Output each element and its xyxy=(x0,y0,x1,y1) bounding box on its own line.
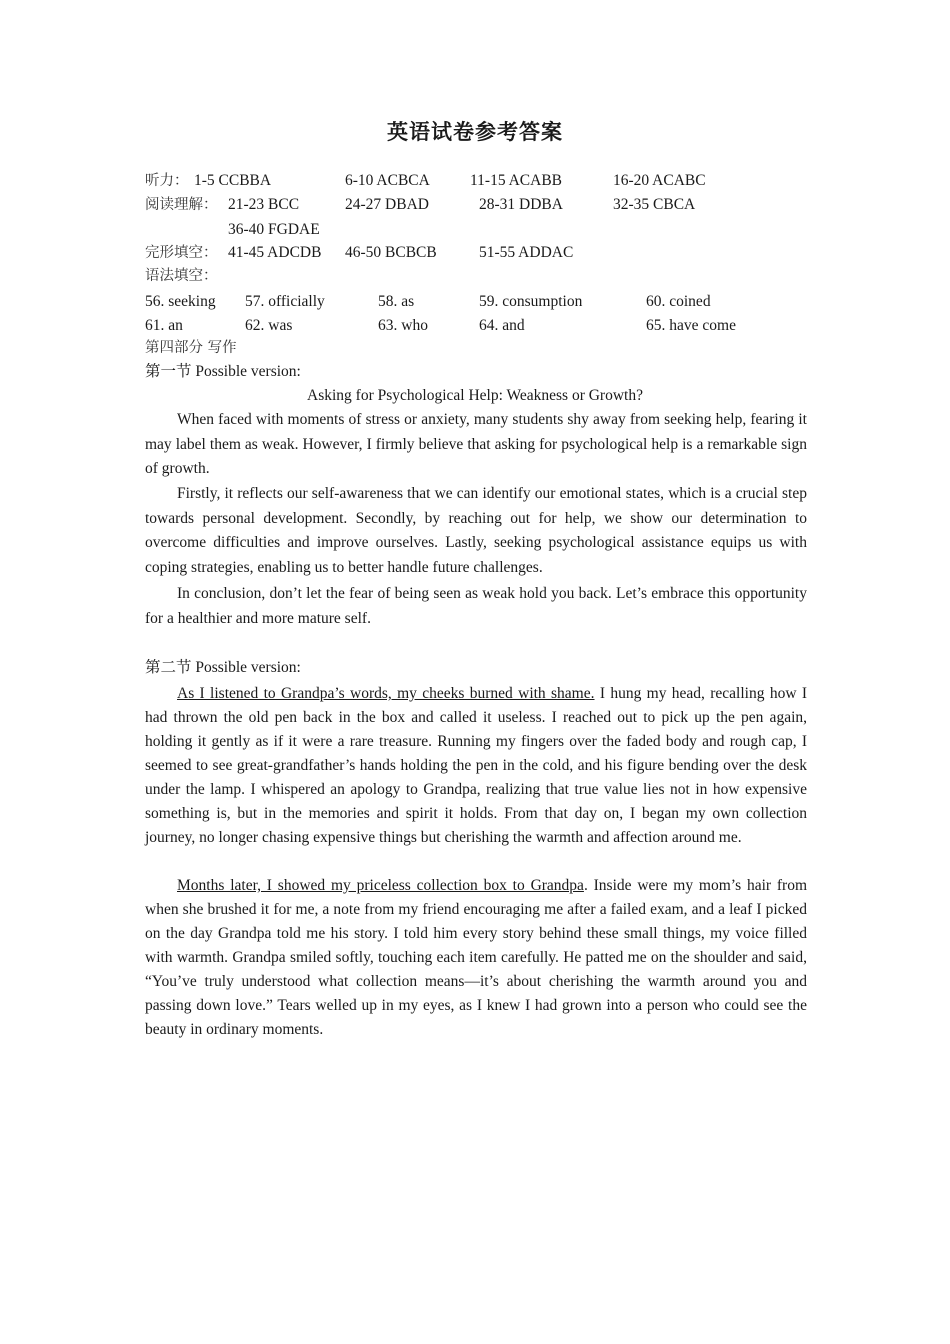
grammar-item: 61. an xyxy=(145,317,183,334)
answer-group: 36-40 FGDAE xyxy=(228,221,320,238)
grammar-item: 58. as xyxy=(378,293,415,310)
essay1-paragraph-1: When faced with moments of stress or anxiety, many students shy away from seeking help, fearing it may label them as weak. However, I firmly believe that asking for psychological help is a remarkable sign of growth. xyxy=(145,411,807,478)
paragraph-text: I hung my head, recalling how I had thrown the old pen back in the box and called it useless. I reached out to pick up the pen again, holding it gently as if it were a rare treasure. Running my fingers over the faded body and rough cap, I seemed to see great-grandfather’s hands holding the pen in the cold, and his figure bending over the desk under the lamp. I whispered an apology to Grandpa, realizing that true value lies not in how expensive something is, but in the memories and spirit it holds. From that day on, I began my own collection journey, no longer chasing expensive things but cherishing the warmth and affection around me. xyxy=(145,685,807,846)
essay2-paragraph-2 xyxy=(145,874,807,1042)
writing-part-label: 第四部分 写作 xyxy=(145,340,237,356)
essay1-paragraph-3: In conclusion, don’t let the fear of being seen as weak hold you back. Let’s embrace this opportunity for a healthier and more mature self. xyxy=(145,585,807,627)
answer-group: 16-20 ACABC xyxy=(613,172,706,189)
grammar-item: 65. have come xyxy=(646,317,736,334)
page-title: 英语试卷参考答案 xyxy=(387,120,563,144)
answer-group: 11-15 ACABB xyxy=(470,172,563,189)
grammar-item: 64. and xyxy=(479,317,525,334)
answer-group: 6-10 ACBCA xyxy=(345,172,430,189)
given-opening-sentence: Months later, I showed my priceless collection box to Grandpa xyxy=(177,877,584,894)
grammar-item: 63. who xyxy=(378,317,428,334)
label-grammar: 语法填空： xyxy=(145,268,218,284)
answer-group: 46-50 BCBCB xyxy=(345,244,437,261)
answer-group: 51-55 ADDAC xyxy=(479,244,574,261)
label-listening: 听力： xyxy=(145,173,189,189)
essay1-paragraph-2: Firstly, it reflects our self-awareness that we can identify our emotional states, which is a crucial step towards personal development. Secondly, by reaching out for help, we show our determination to overcome difficulties and improve ourselves. Lastly, seeking psychological assistance equips us with coping strategies, enabling us to better handle future challenges. xyxy=(145,485,807,576)
answer-group: 28-31 DDBA xyxy=(479,196,563,213)
grammar-item: 62. was xyxy=(245,317,293,334)
grammar-item: 59. consumption xyxy=(479,293,583,310)
essay2-paragraph-1 xyxy=(145,682,807,850)
answer-group: 41-45 ADCDB xyxy=(228,244,322,261)
given-opening-sentence: As I listened to Grandpa’s words, my cheeks burned with shame. xyxy=(177,685,595,702)
answer-group: 1-5 CCBBA xyxy=(194,172,272,189)
grammar-item: 60. coined xyxy=(646,293,711,310)
label-cloze: 完形填空： xyxy=(145,245,218,261)
paragraph-text: . Inside were my mom’s hair from when she brushed it for me, a note from my friend encouraging me after a failed exam, and a leaf I picked on the day Grandpa told me his story. I told him every story behind these small things, my voice filled with warmth. Grandpa smiled softly, touching each item carefully. He patted me on the shoulder and said, “You’ve truly understood what collection means—it’s about cherishing the warmth around you and passing down love.” Tears welled up in my eyes, as I knew I had grown into a person who could see the beauty in ordinary moments. xyxy=(145,877,807,1038)
label-reading: 阅读理解： xyxy=(145,197,218,213)
answer-group: 21-23 BCC xyxy=(228,196,300,213)
essay-title: Asking for Psychological Help: Weakness or Growth? xyxy=(307,387,643,404)
grammar-item: 57. officially xyxy=(245,293,325,310)
answer-group: 24-27 DBAD xyxy=(345,196,429,213)
section2-label: 第二节 Possible version: xyxy=(145,659,301,676)
grammar-item: 56. seeking xyxy=(145,293,216,310)
section1-label: 第一节 Possible version: xyxy=(145,363,301,380)
answer-group: 32-35 CBCA xyxy=(613,196,696,213)
